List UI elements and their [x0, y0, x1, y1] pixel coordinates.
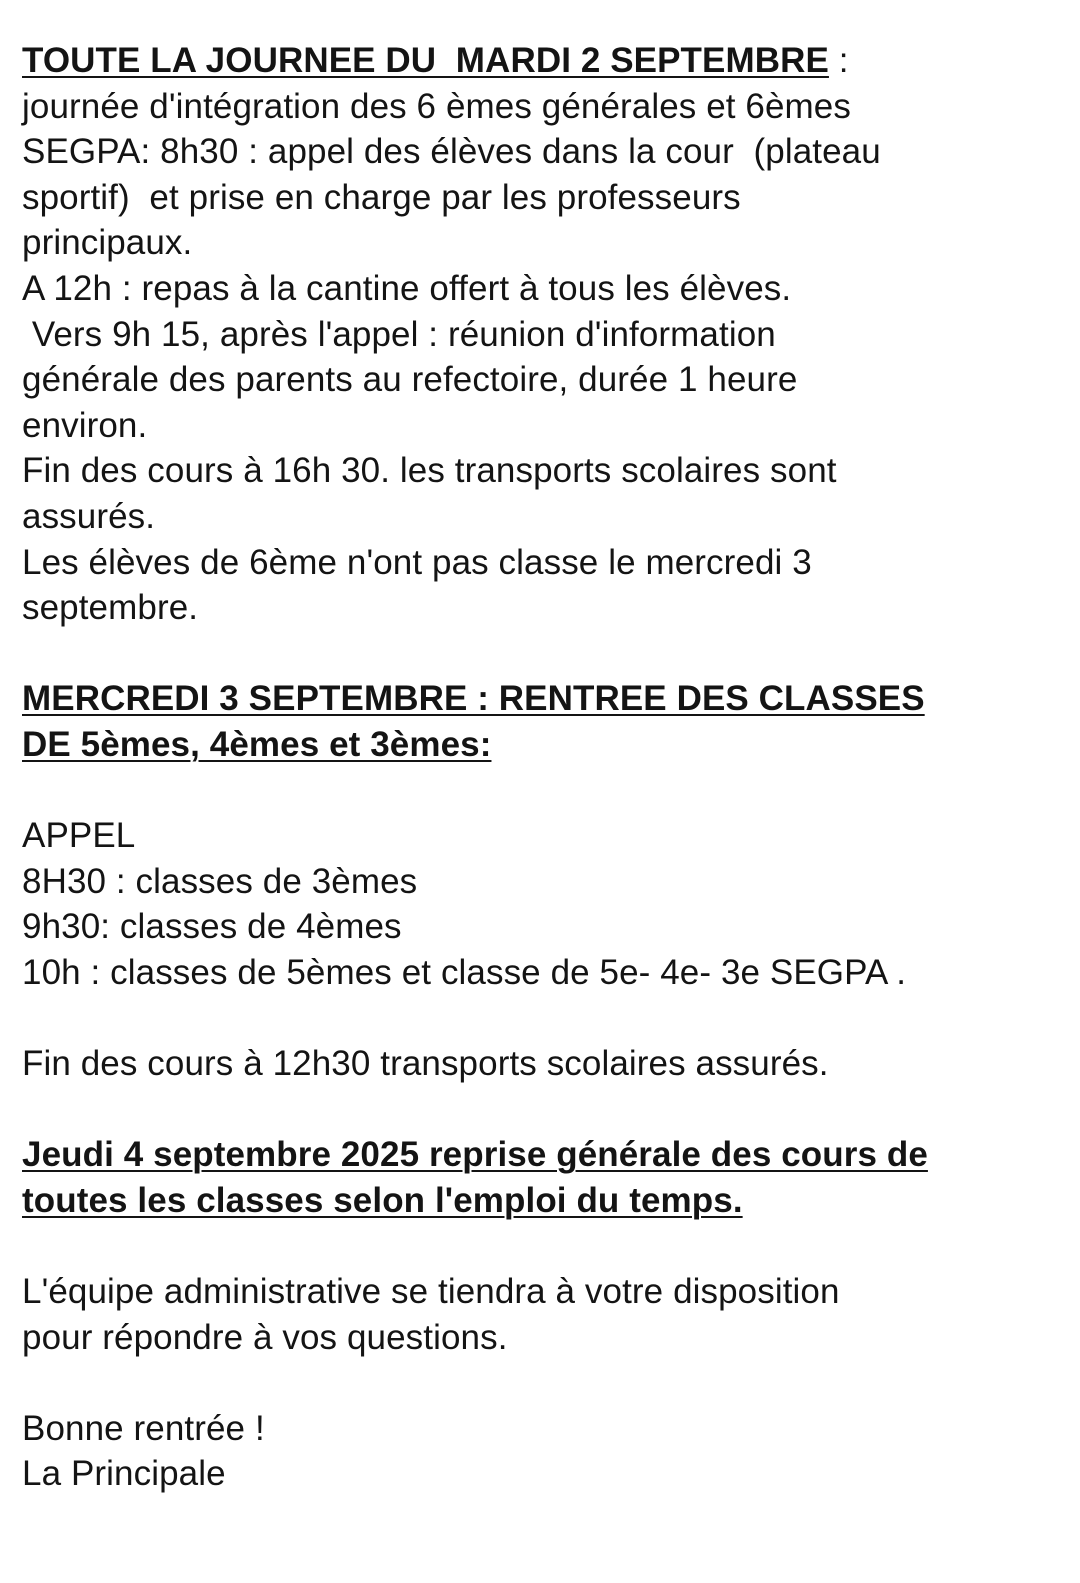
appel-title: APPEL	[22, 816, 136, 856]
section2-heading: MERCREDI 3 SEPTEMBRE : RENTREE DES CLASSES	[22, 679, 925, 719]
section3-heading-line	[22, 1178, 1062, 1224]
signature: La Principale	[22, 1454, 226, 1494]
section2-heading: DE 5èmes, 4èmes et 3èmes:	[22, 724, 492, 764]
section1-line: Fin des cours à 16h 30. les transports scolaires sont	[22, 451, 837, 491]
closing-line: pour répondre à vos questions.	[22, 1317, 508, 1357]
section1-line: Les élèves de 6ème n'ont pas classe le mercredi 3	[22, 542, 812, 582]
spacer	[22, 995, 1062, 1041]
section1-line: journée d'intégration des 6 èmes générales et 6èmes	[22, 86, 851, 126]
announcement-document	[22, 38, 1062, 1497]
section1-line: sportif) et prise en charge par les professeurs	[22, 177, 741, 217]
section2-heading-line	[22, 676, 1062, 722]
spacer	[22, 1360, 1062, 1406]
section3-heading: toutes les classes selon l'emploi du temps.	[22, 1180, 743, 1220]
section1-line: principaux.	[22, 223, 193, 263]
section1-line: septembre.	[22, 588, 199, 628]
section1-line: environ.	[22, 405, 148, 445]
section3-heading: Jeudi 4 septembre 2025 reprise générale des cours de	[22, 1135, 928, 1175]
section3-heading-line	[22, 1132, 1062, 1178]
section1-heading-line	[22, 38, 1062, 84]
spacer	[22, 631, 1062, 677]
spacer	[22, 768, 1062, 814]
appel-line: 10h : classes de 5èmes et classe de 5e- 4e- 3e SEGPA .	[22, 952, 907, 992]
section1-heading: TOUTE LA JOURNEE DU MARDI 2 SEPTEMBRE	[22, 41, 829, 80]
section1-line: A 12h : repas à la cantine offert à tous les élèves.	[22, 268, 792, 308]
greeting: Bonne rentrée !	[22, 1408, 265, 1448]
section2-heading-line	[22, 722, 1062, 768]
closing-line: L'équipe administrative se tiendra à votre disposition	[22, 1272, 840, 1312]
section2-end-line: Fin des cours à 12h30 transports scolaires assurés.	[22, 1044, 829, 1084]
section1-heading-suffix: :	[828, 41, 849, 80]
appel-line: 9h30: classes de 4èmes	[22, 907, 402, 947]
section1-line: générale des parents au refectoire, durée 1 heure	[22, 360, 798, 400]
spacer	[22, 1087, 1062, 1133]
spacer	[22, 1223, 1062, 1269]
section1-line: Vers 9h 15, après l'appel : réunion d'information	[22, 314, 776, 354]
section1-line: assurés.	[22, 496, 156, 536]
appel-line: 8H30 : classes de 3èmes	[22, 861, 418, 901]
section1-line: SEGPA: 8h30 : appel des élèves dans la cour (plateau	[22, 132, 881, 172]
